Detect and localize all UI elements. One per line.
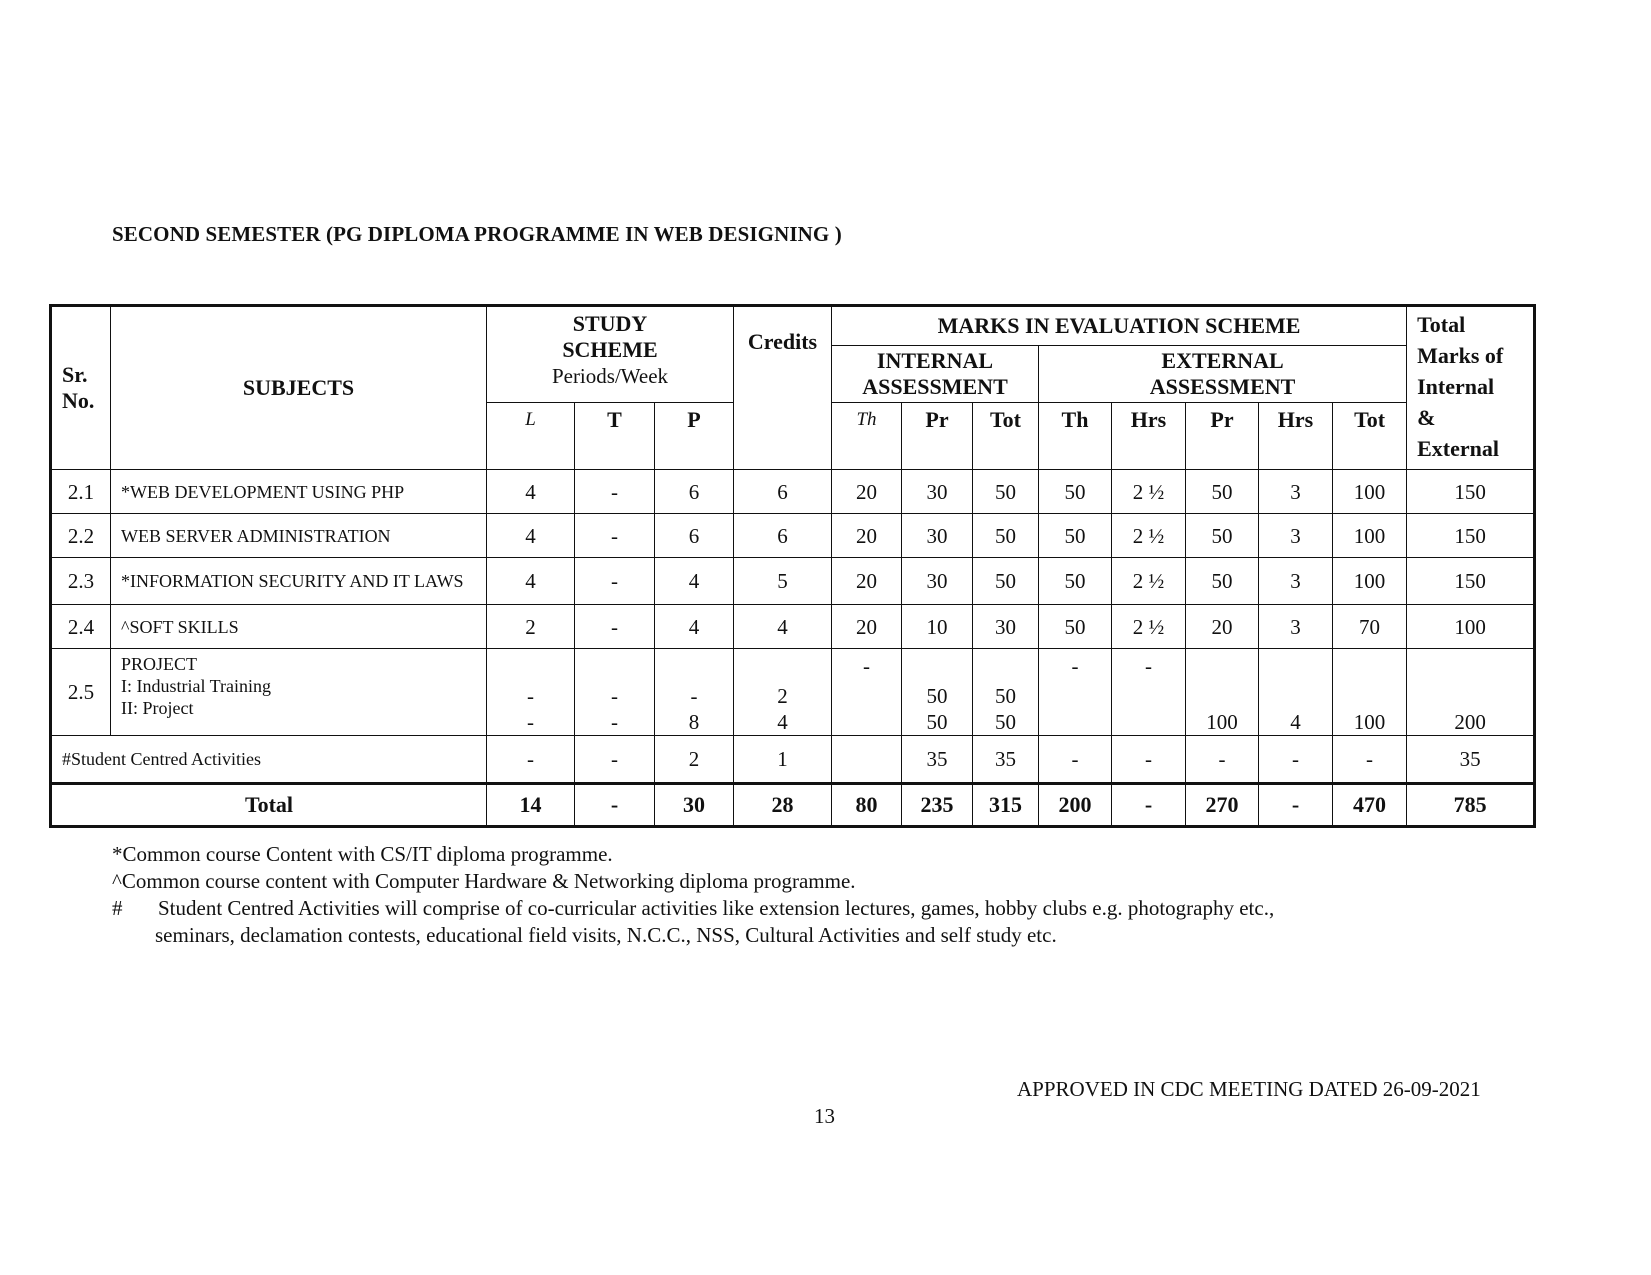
- cell: -: [1039, 649, 1112, 736]
- row-subject: WEB SERVER ADMINISTRATION: [111, 514, 487, 558]
- cell: 100: [1333, 649, 1407, 736]
- row-sr: 2.2: [51, 514, 111, 558]
- footnote-sca-line1: Student Centred Activities will comprise of co-curricular activities like extension lectures, games, hobby clubs e.g. photography etc.,: [158, 896, 1275, 920]
- cell: 4: [655, 558, 734, 605]
- cell: 50: [1039, 558, 1112, 605]
- cell: 30: [902, 558, 973, 605]
- total-cell: 270: [1186, 784, 1259, 827]
- row-subject-project: PROJECT I: Industrial Training II: Project: [111, 649, 487, 736]
- approval-note: APPROVED IN CDC MEETING DATED 26-09-2021: [1017, 1077, 1481, 1101]
- header-internal-assessment: INTERNAL ASSESSMENT: [832, 346, 1039, 403]
- cell: 4: [487, 514, 575, 558]
- header-ext-hrs: Hrs: [1112, 403, 1186, 470]
- cell: -: [487, 736, 575, 784]
- cell: 20: [1186, 605, 1259, 649]
- cell: 100: [1333, 514, 1407, 558]
- page-number: 13: [814, 1104, 835, 1128]
- footnote-sca-line2: seminars, declamation contests, educational field visits, N.C.C., NSS, Cultural Activities and self study etc.: [155, 923, 1057, 947]
- cell: 30: [902, 514, 973, 558]
- header-int-tot: Tot: [973, 403, 1039, 470]
- header-l: L: [487, 403, 575, 470]
- cell: - 8: [655, 649, 734, 736]
- cell: 100: [1407, 605, 1535, 649]
- header-credits: Credits: [734, 306, 832, 470]
- total-cell: 200: [1039, 784, 1112, 827]
- cell: 6: [655, 514, 734, 558]
- header-int-pr: Pr: [902, 403, 973, 470]
- total-cell: 235: [902, 784, 973, 827]
- cell: 30: [973, 605, 1039, 649]
- total-label: Total: [51, 784, 487, 827]
- total-cell: 785: [1407, 784, 1535, 827]
- cell: 20: [832, 514, 902, 558]
- total-cell: 470: [1333, 784, 1407, 827]
- cell: 20: [832, 470, 902, 514]
- cell: 50: [973, 470, 1039, 514]
- cell: 20: [832, 605, 902, 649]
- header-t: T: [575, 403, 655, 470]
- cell: 6: [734, 470, 832, 514]
- cell: 50 50: [902, 649, 973, 736]
- total-cell: -: [1259, 784, 1333, 827]
- cell: -: [832, 649, 902, 736]
- header-subjects: SUBJECTS: [111, 306, 487, 470]
- row-subject: *INFORMATION SECURITY AND IT LAWS: [111, 558, 487, 605]
- cell: 6: [734, 514, 832, 558]
- header-total-marks: Total Marks of Internal & External: [1407, 306, 1535, 470]
- header-external-assessment: EXTERNAL ASSESSMENT: [1039, 346, 1407, 403]
- evaluation-scheme-table: [49, 304, 1536, 828]
- cell: 2 ½: [1112, 470, 1186, 514]
- total-cell: 28: [734, 784, 832, 827]
- cell: 35: [902, 736, 973, 784]
- cell: -: [1112, 736, 1186, 784]
- page-title: SECOND SEMESTER (PG DIPLOMA PROGRAMME IN WEB DESIGNING ): [112, 222, 842, 246]
- total-cell: 80: [832, 784, 902, 827]
- row-sr: 2.1: [51, 470, 111, 514]
- cell: 2 ½: [1112, 558, 1186, 605]
- cell: 4: [487, 470, 575, 514]
- cell: 50: [973, 558, 1039, 605]
- cell: 30: [902, 470, 973, 514]
- cell: 50: [1039, 514, 1112, 558]
- cell: 2: [487, 605, 575, 649]
- cell: - -: [487, 649, 575, 736]
- header-sr-no: Sr. No.: [51, 306, 111, 470]
- cell: 3: [1259, 605, 1333, 649]
- cell: 2 4: [734, 649, 832, 736]
- row-sr: 2.3: [51, 558, 111, 605]
- header-p: P: [655, 403, 734, 470]
- cell: 35: [973, 736, 1039, 784]
- footnote-common-hardware: ^Common course content with Computer Hardware & Networking diploma programme.: [112, 869, 856, 893]
- header-ext-th: Th: [1039, 403, 1112, 470]
- cell: -: [1112, 649, 1186, 736]
- header-study-scheme: STUDY SCHEME Periods/Week: [487, 306, 734, 403]
- cell: 4: [734, 605, 832, 649]
- header-ext-pr: Pr: [1186, 403, 1259, 470]
- total-cell: 14: [487, 784, 575, 827]
- cell: 3: [1259, 558, 1333, 605]
- cell: -: [575, 470, 655, 514]
- cell: 50 50: [973, 649, 1039, 736]
- cell: 50: [1186, 470, 1259, 514]
- cell: -: [575, 514, 655, 558]
- cell: -: [1039, 736, 1112, 784]
- cell: 4: [487, 558, 575, 605]
- cell: -: [575, 736, 655, 784]
- cell: 4: [655, 605, 734, 649]
- cell: 150: [1407, 558, 1535, 605]
- cell: -: [1186, 736, 1259, 784]
- row-subject: *WEB DEVELOPMENT USING PHP: [111, 470, 487, 514]
- row-sr: 2.5: [51, 649, 111, 736]
- header-marks-evaluation: MARKS IN EVALUATION SCHEME: [832, 306, 1407, 346]
- cell: 35: [1407, 736, 1535, 784]
- cell: 100: [1333, 470, 1407, 514]
- cell: 3: [1259, 514, 1333, 558]
- footnotes: [112, 841, 1492, 949]
- cell: 2 ½: [1112, 605, 1186, 649]
- cell: 50: [1039, 605, 1112, 649]
- row-subject: ^SOFT SKILLS: [111, 605, 487, 649]
- cell: 100: [1186, 649, 1259, 736]
- cell: 100: [1333, 558, 1407, 605]
- footnote-common-csit: *Common course Content with CS/IT diploma programme.: [112, 842, 613, 866]
- cell: 70: [1333, 605, 1407, 649]
- footnote-sca: [112, 895, 1492, 922]
- cell: 5: [734, 558, 832, 605]
- cell: 50: [973, 514, 1039, 558]
- total-cell: 315: [973, 784, 1039, 827]
- cell: 3: [1259, 470, 1333, 514]
- cell: 10: [902, 605, 973, 649]
- header-int-th: Th: [832, 403, 902, 470]
- cell: -: [1333, 736, 1407, 784]
- cell: [832, 736, 902, 784]
- cell: 50: [1039, 470, 1112, 514]
- header-ext-tot: Tot: [1333, 403, 1407, 470]
- cell: 2 ½: [1112, 514, 1186, 558]
- cell: 50: [1186, 558, 1259, 605]
- total-cell: -: [575, 784, 655, 827]
- cell: 200: [1407, 649, 1535, 736]
- cell: -: [575, 605, 655, 649]
- row-subject-sca: #Student Centred Activities: [51, 736, 487, 784]
- cell: 50: [1186, 514, 1259, 558]
- footnote-hash-symbol: #: [112, 896, 123, 920]
- total-cell: 30: [655, 784, 734, 827]
- cell: 4: [1259, 649, 1333, 736]
- cell: -: [1259, 736, 1333, 784]
- cell: 6: [655, 470, 734, 514]
- cell: 150: [1407, 514, 1535, 558]
- row-sr: 2.4: [51, 605, 111, 649]
- cell: -: [575, 558, 655, 605]
- cell: - -: [575, 649, 655, 736]
- cell: 150: [1407, 470, 1535, 514]
- cell: 2: [655, 736, 734, 784]
- header-ext-hrs2: Hrs: [1259, 403, 1333, 470]
- cell: 1: [734, 736, 832, 784]
- cell: 20: [832, 558, 902, 605]
- total-cell: -: [1112, 784, 1186, 827]
